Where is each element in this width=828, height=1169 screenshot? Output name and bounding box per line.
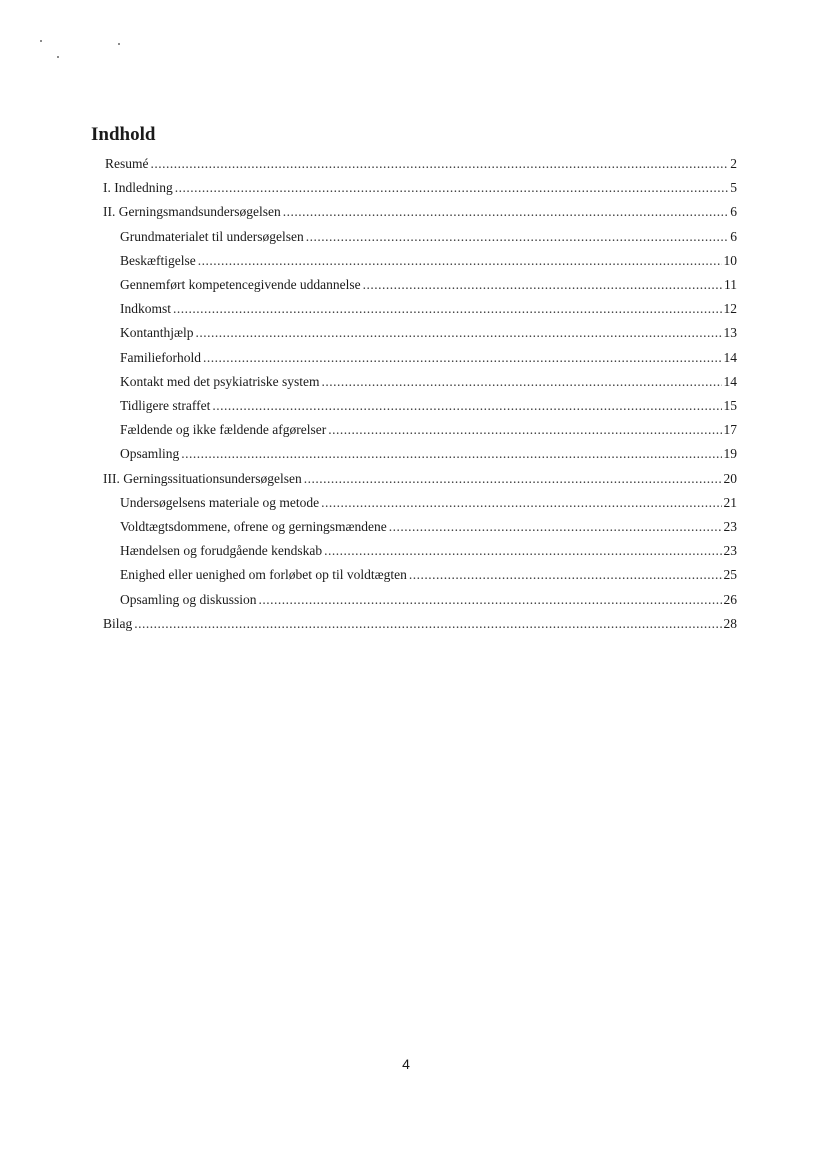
toc-leader-dots [304, 470, 722, 488]
toc-entry[interactable] [120, 421, 737, 439]
toc-leader-dots [198, 252, 722, 270]
toc-entry-page: 14 [723, 374, 737, 389]
toc-entry-page: 23 [723, 519, 737, 534]
toc-entry-page: 25 [723, 567, 737, 582]
toc-entry-page: 14 [723, 350, 737, 365]
toc-entry-label: Indkomst [120, 301, 172, 316]
toc-entry-page: 13 [723, 325, 737, 340]
toc-leader-dots [151, 155, 729, 173]
toc-leader-dots [212, 397, 721, 415]
toc-entry[interactable] [120, 566, 737, 584]
toc-entry-page: 21 [723, 495, 737, 510]
toc-entry[interactable] [120, 542, 737, 560]
toc-entry-label: II. Gerningsmandsundersøgelsen [103, 204, 281, 219]
toc-leader-dots [203, 349, 722, 367]
toc-entry-label: I. Indledning [103, 180, 173, 195]
toc-entry-page: 10 [723, 253, 737, 268]
toc-entry-page: 2 [730, 156, 737, 171]
toc-leader-dots [181, 445, 721, 463]
toc-entry[interactable] [120, 494, 737, 512]
toc-entry-label: Tidligere straffet [120, 398, 211, 413]
toc-entry-label: Voldtægtsdommene, ofrene og gerningsmændene [120, 519, 387, 534]
toc-entry-page: 23 [723, 543, 737, 558]
toc-entry-label: Opsamling [120, 446, 180, 461]
page-number: 4 [402, 1056, 410, 1072]
toc-entry-page: 5 [730, 180, 737, 195]
toc-leader-dots [324, 542, 721, 560]
toc-leader-dots [283, 203, 729, 221]
toc-entry-page: 19 [723, 446, 737, 461]
toc-entry[interactable] [105, 155, 737, 173]
toc-leader-dots [321, 494, 721, 512]
toc-entry-label: Fældende og ikke fældende afgørelser [120, 422, 327, 437]
toc-leader-dots [134, 615, 721, 633]
toc-entry-label: III. Gerningssituationsundersøgelsen [103, 471, 302, 486]
toc-leader-dots [321, 373, 721, 391]
toc-entry-label: Familieforhold [120, 350, 201, 365]
toc-entry-page: 28 [723, 616, 737, 631]
toc-entry-label: Enighed eller uenighed om forløbet op til voldtægten [120, 567, 407, 582]
toc-entry-page: 17 [723, 422, 737, 437]
toc-title: Indhold [91, 124, 156, 145]
toc-entry[interactable] [103, 179, 737, 197]
toc-entry[interactable] [120, 397, 737, 415]
toc-entry-label: Undersøgelsens materiale og metode [120, 495, 320, 510]
toc-entry[interactable] [120, 324, 737, 342]
toc-entry[interactable] [120, 518, 737, 536]
toc-entry-page: 11 [724, 277, 737, 292]
toc-entry[interactable] [103, 203, 737, 221]
toc-entry-page: 12 [723, 301, 737, 316]
toc-entry-label: Grundmaterialet til undersøgelsen [120, 229, 304, 244]
toc-entry-page: 26 [723, 592, 737, 607]
toc-leader-dots [306, 228, 729, 246]
toc-entry-label: Resumé [105, 156, 149, 171]
toc-entry-label: Beskæftigelse [120, 253, 196, 268]
toc-entry[interactable] [120, 349, 737, 367]
toc-entry[interactable] [120, 252, 737, 270]
toc-entry[interactable] [103, 615, 737, 633]
toc-leader-dots [328, 421, 721, 439]
toc-leader-dots [363, 276, 722, 294]
toc-entry[interactable] [103, 470, 737, 488]
toc-entry[interactable] [120, 276, 737, 294]
toc-entry[interactable] [120, 373, 737, 391]
toc-entry-page: 6 [730, 204, 737, 219]
toc-leader-dots [175, 179, 729, 197]
toc-leader-dots [196, 324, 722, 342]
toc-entry[interactable] [120, 445, 737, 463]
toc-entry-page: 15 [723, 398, 737, 413]
toc-entry-label: Kontakt med det psykiatriske system [120, 374, 320, 389]
toc-entry-label: Kontanthjælp [120, 325, 194, 340]
toc-entry[interactable] [120, 300, 737, 318]
toc-entry-label: Gennemført kompetencegivende uddannelse [120, 277, 361, 292]
toc-entry[interactable] [120, 591, 737, 609]
toc-leader-dots [173, 300, 721, 318]
toc-leader-dots [389, 518, 722, 536]
toc-entry-page: 20 [723, 471, 737, 486]
toc-entry-label: Bilag [103, 616, 133, 631]
toc-entry-label: Opsamling og diskussion [120, 592, 257, 607]
toc-entry-label: Hændelsen og forudgående kendskab [120, 543, 323, 558]
toc-entry-page: 6 [730, 229, 737, 244]
toc-leader-dots [259, 591, 722, 609]
toc-leader-dots [409, 566, 722, 584]
toc-entry[interactable] [120, 228, 737, 246]
